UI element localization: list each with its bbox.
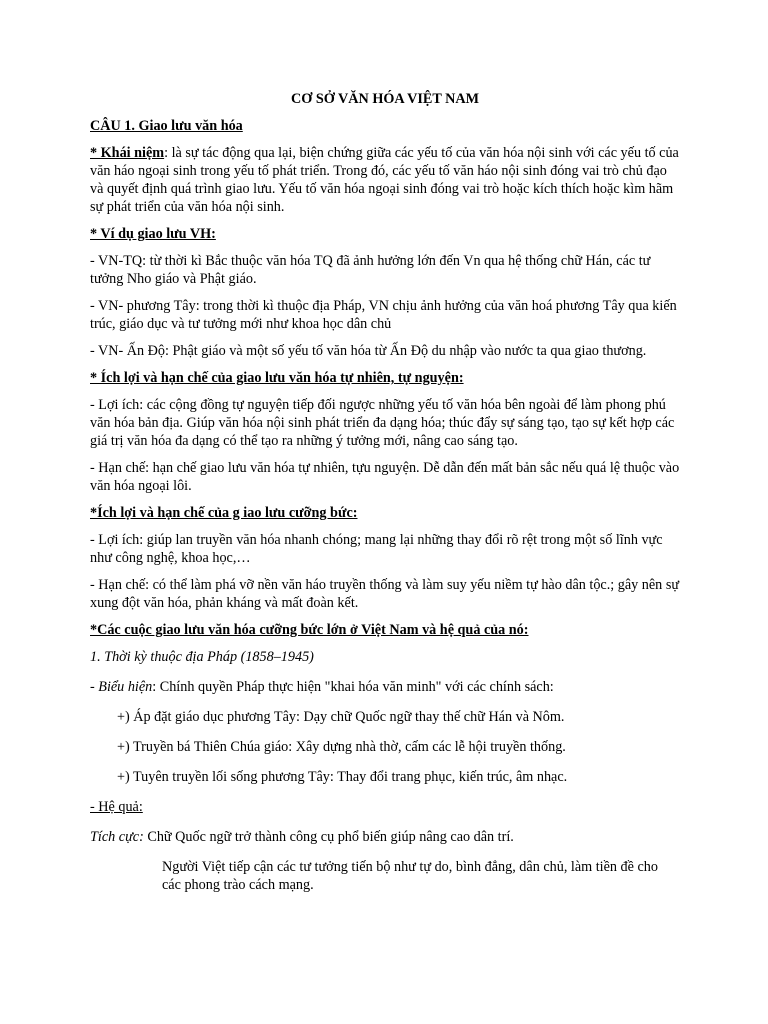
policy-item-3: +) Tuyên truyền lối sống phương Tây: Thay đổi trang phục, kiến trúc, âm nhạc. <box>117 769 568 785</box>
question-1-heading: CÂU 1. Giao lưu văn hóa <box>90 118 243 134</box>
positive-paragraph <box>90 828 680 846</box>
example-heading: * Ví dụ giao lưu VH: <box>90 226 216 242</box>
period-1-heading: 1. Thời kỳ thuộc địa Pháp (1858–1945) <box>90 649 314 665</box>
positive-paragraph-2: Người Việt tiếp cận các tư tưởng tiến bộ như tự do, bình đẳng, dân chủ, làm tiền đề cho các phong trào cách mạng. <box>162 859 658 893</box>
forced-heading: *Ích lợi và hạn chế của g iao lưu cưỡng bức: <box>90 505 358 521</box>
manifest-text: : Chính quyền Pháp thực hiện "khai hóa văn minh" với các chính sách: <box>152 679 554 695</box>
concept-text: : là sự tác động qua lại, biện chứng giữa các yếu tố của văn hóa nội sinh với các yếu tố của văn háo ngoại sinh trong yếu tố phát triển. Trong đó, các yếu tố văn háo nội sinh đóng vai trò chủ đạo và quyết định quá trình giao lưu. Yếu tố văn hóa ngoại sinh đóng vai trò hoặc kích thích hoặc kìm hãm sự phát triển của văn hóa nội sinh. <box>90 145 679 215</box>
positive-text: Chữ Quốc ngữ trở thành công cụ phổ biến giúp nâng cao dân trí. <box>143 829 514 845</box>
example-item-2: - VN- phương Tây: trong thời kì thuộc địa Pháp, VN chịu ảnh hưởng của văn hoá phương Tây qua kiến trúc, giáo dục và tư tưởng mới như khoa học dân chủ <box>90 298 677 332</box>
policy-item-2: +) Truyền bá Thiên Chúa giáo: Xây dựng nhà thờ, cấm các lễ hội truyền thống. <box>117 739 566 755</box>
manifest-paragraph: - Biểu hiện: Chính quyền Pháp thực hiện "khai hóa văn minh" với các chính sách: <box>90 679 554 695</box>
example-item-1: - VN-TQ: từ thời kì Bắc thuộc văn hóa TQ đã ảnh hưởng lớn đến Vn qua hệ thống chữ Hán, các tư tưởng Nho giáo và Phật giáo. <box>90 253 651 287</box>
example-item-3: - VN- Ấn Độ: Phật giáo và một số yếu tố văn hóa từ Ấn Độ du nhập vào nước ta qua giao thương. <box>90 343 647 359</box>
positive-label: Tích cực: <box>90 829 144 845</box>
manifest-label: Biểu hiện <box>98 679 153 695</box>
document-title: CƠ SỞ VĂN HÓA VIỆT NAM <box>290 91 480 107</box>
voluntary-heading: * Ích lợi và hạn chế của giao lưu văn hóa tự nhiên, tự nguyện: <box>90 370 464 386</box>
policy-item-1: +) Áp đặt giáo dục phương Tây: Dạy chữ Quốc ngữ thay thế chữ Hán và Nôm. <box>117 709 565 725</box>
concept-paragraph <box>90 144 680 216</box>
forced-benefit: - Lợi ích: giúp lan truyền văn hóa nhanh chóng; mang lại những thay đổi rõ rệt trong một số lĩnh vực như công nghệ, khoa học,… <box>90 532 663 566</box>
document-body <box>90 90 680 903</box>
forced-limit: - Hạn chế: có thể làm phá vỡ nền văn háo truyền thống và làm suy yếu niềm tự hào dân tộc.; gây nên sự xung đột văn hóa, phản kháng và mất đoàn kết. <box>90 577 680 611</box>
voluntary-limit: - Hạn chế: hạn chế giao lưu văn hóa tự nhiên, tựu nguyện. Dễ dẫn đến mất bản sắc nếu quá lệ thuộc vào văn hóa ngoại lôi. <box>90 460 680 494</box>
result-heading: - Hệ quả: <box>90 799 143 815</box>
campaigns-heading: *Các cuộc giao lưu văn hóa cưỡng bức lớn ở Việt Nam và hệ quả của nó: <box>90 622 529 638</box>
concept-label: * Khái niệm <box>90 145 165 161</box>
voluntary-benefit: - Lợi ích: các cộng đồng tự nguyện tiếp đối ngược những yếu tố văn hóa bên ngoài để làm phong phú văn hóa bản địa. Giúp văn hóa nội sinh phát triển đa dạng hóa; thúc đẩy sự sáng tạo, tạo sự kết hợp các giá trị văn hóa đa dạng có thể tạo ra những ý tưởng mới, nâng cao sáng tạo. <box>90 397 675 449</box>
